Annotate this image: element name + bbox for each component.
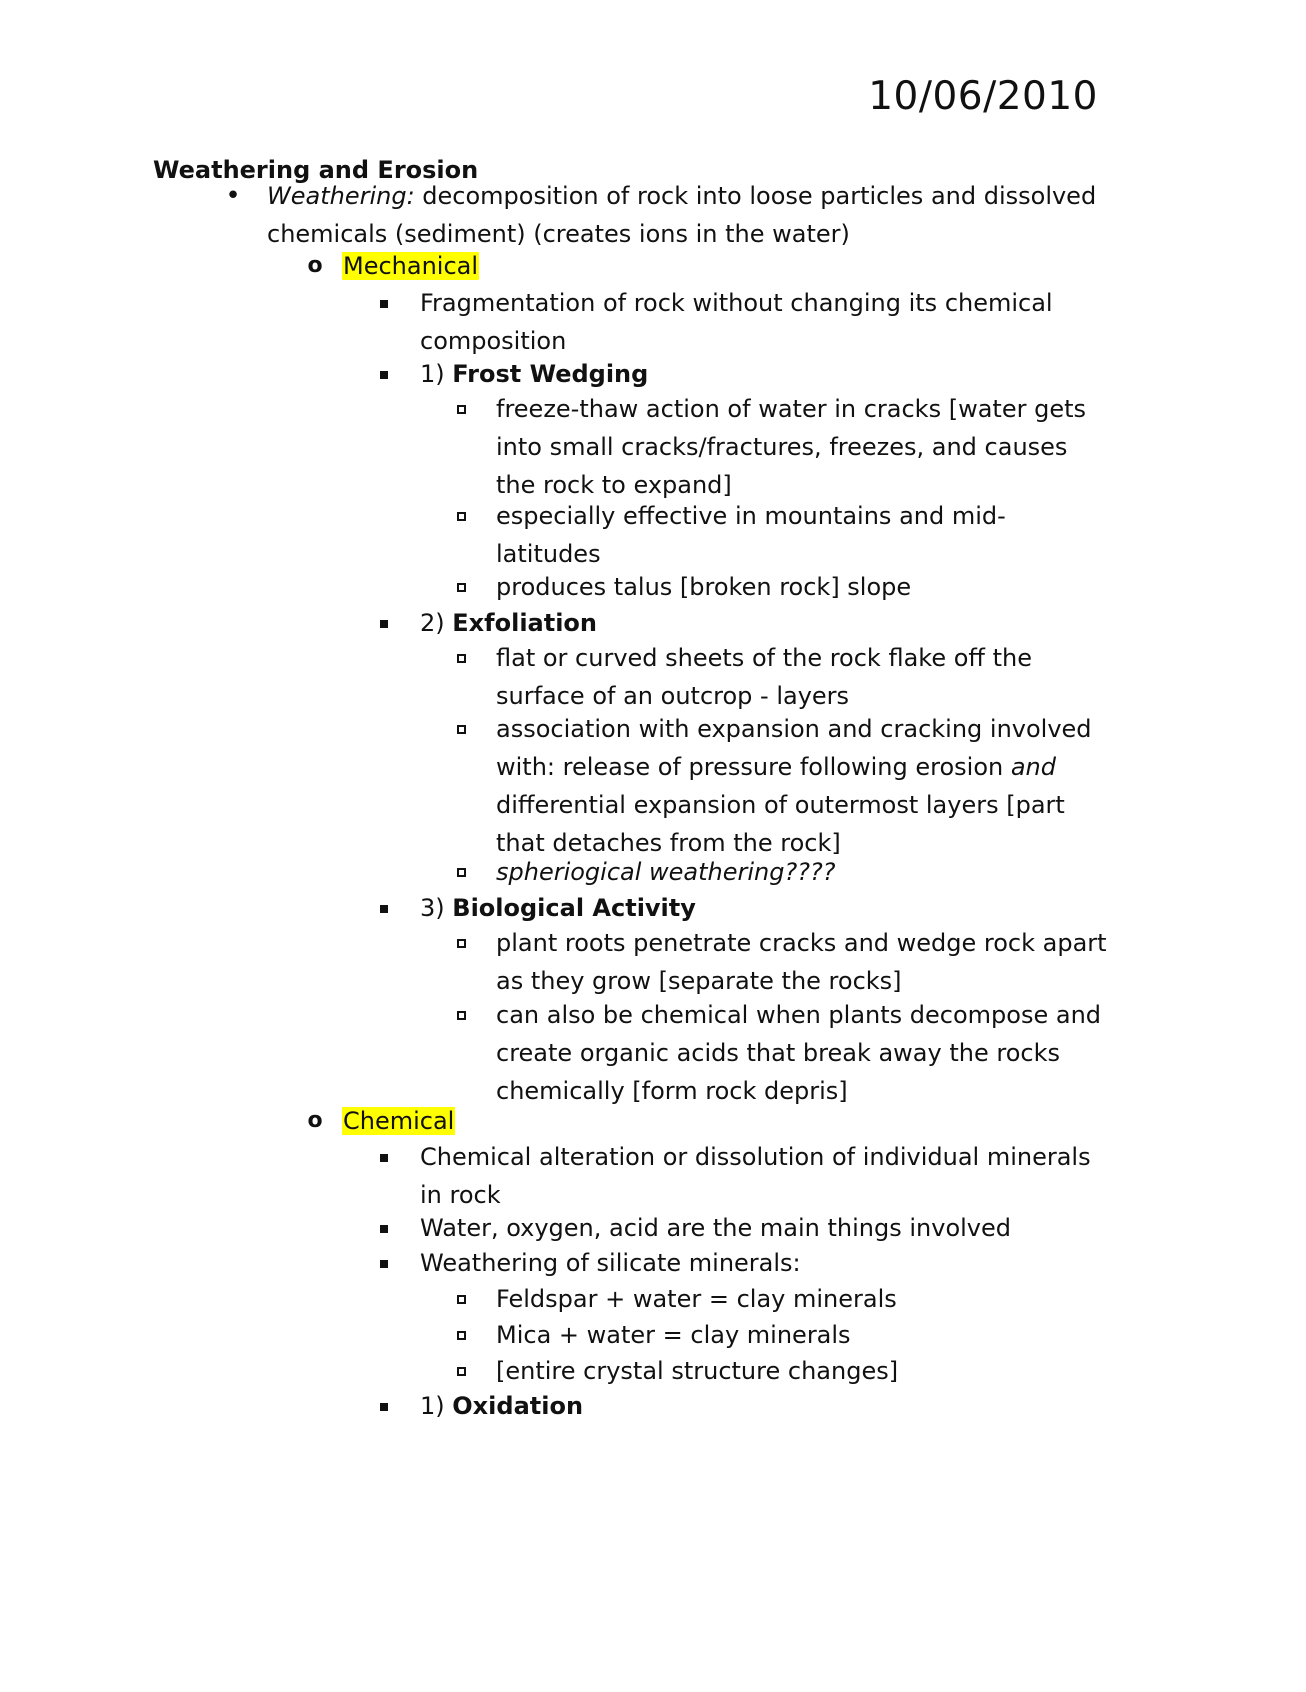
silicate-point-2: Mica + water = clay minerals — [496, 1321, 851, 1349]
exfoliation-title: Exfoliation — [452, 609, 598, 637]
list-item-weathering — [225, 177, 1147, 253]
list-item-frost-point — [496, 568, 1166, 606]
weathering-definition: decomposition of rock into loose particles and dissolved chemicals (sediment) (creates ions in the water) — [267, 182, 1097, 248]
mechanical-heading: Mechanical — [343, 252, 479, 280]
list-item-biological-point — [496, 996, 1116, 1110]
biological-num: 3) — [420, 894, 445, 922]
list-item-biological-point — [496, 924, 1126, 1000]
list-item-chemical-point — [420, 1244, 1160, 1282]
list-item-mechanical — [307, 247, 1142, 285]
list-item-silicate — [496, 1352, 1166, 1390]
document-title: Weathering and Erosion — [153, 156, 479, 184]
weathering-term: Weathering: — [267, 182, 415, 210]
frost-point-1: freeze-thaw action of water in cracks [water gets into small cracks/fractures, freezes, and causes the rock to expand] — [496, 395, 1086, 499]
list-item-frost-point — [496, 497, 1036, 573]
biological-point-2: can also be chemical when plants decompose and create organic acids that break away the rocks chemically [form rock depris] — [496, 1001, 1102, 1105]
list-item-mechanical-definition — [420, 284, 1160, 360]
bullet-circle: o — [307, 1108, 323, 1133]
list-item-chemical-point — [420, 1138, 1120, 1214]
chemical-point-3: Weathering of silicate minerals: — [420, 1249, 801, 1277]
document-date: 10/06/2010 — [868, 74, 1098, 119]
frost-num: 1) — [420, 360, 445, 388]
silicate-point-3: [entire crystal structure changes] — [496, 1357, 899, 1385]
oxidation-title: Oxidation — [452, 1392, 584, 1420]
list-item-frost-point — [496, 390, 1096, 504]
biological-point-1: plant roots penetrate cracks and wedge rock apart as they grow [separate the rocks] — [496, 929, 1107, 995]
exfoliation-point-1: flat or curved sheets of the rock flake off the surface of an outcrop - layers — [496, 644, 1032, 710]
list-item-exfoliation — [420, 604, 1160, 642]
frost-title: Frost Wedging — [452, 360, 649, 388]
exfoliation-point-2-and: and — [1010, 753, 1056, 781]
silicate-point-1: Feldspar + water = clay minerals — [496, 1285, 897, 1313]
list-item-frost-wedging — [420, 355, 1160, 393]
list-item-silicate — [496, 1316, 1166, 1354]
bullet-circle: o — [307, 253, 323, 278]
list-item-oxidation — [420, 1387, 1160, 1425]
chemical-heading: Chemical — [343, 1107, 455, 1135]
list-item-exfoliation-point — [496, 853, 1166, 891]
oxidation-num: 1) — [420, 1392, 445, 1420]
list-item-exfoliation-point — [496, 710, 1106, 862]
chemical-point-1: Chemical alteration or dissolution of individual minerals in rock — [420, 1143, 1091, 1209]
frost-point-2: especially effective in mountains and mid-latitudes — [496, 502, 1006, 568]
biological-title: Biological Activity — [452, 894, 696, 922]
mechanical-definition: Fragmentation of rock without changing its chemical composition — [420, 289, 1053, 355]
chemical-point-2: Water, oxygen, acid are the main things involved — [420, 1214, 1012, 1242]
list-item-silicate — [496, 1280, 1166, 1318]
exfoliation-point-2b: differential expansion of outermost layers [part that detaches from the rock] — [496, 791, 1065, 857]
exfoliation-point-3: spheriogical weathering???? — [496, 858, 836, 886]
list-item-exfoliation-point — [496, 639, 1076, 715]
frost-point-3: produces talus [broken rock] slope — [496, 573, 912, 601]
list-item-biological-activity — [420, 889, 1160, 927]
list-item-chemical — [307, 1102, 1142, 1140]
bullet-disc: • — [225, 181, 241, 211]
exfoliation-point-2a: association with expansion and cracking involved with: release of pressure following erosion — [496, 715, 1092, 781]
exfoliation-num: 2) — [420, 609, 445, 637]
list-item-chemical-point — [420, 1209, 1160, 1247]
